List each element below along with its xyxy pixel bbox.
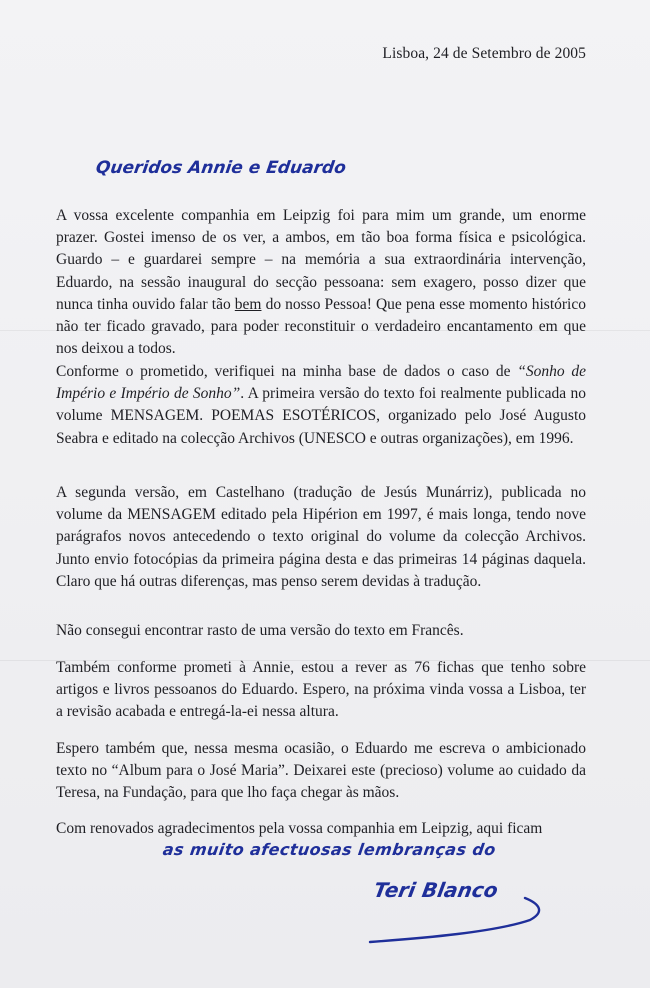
paragraph-2 — [56, 361, 586, 450]
paragraph-1-text-b: do nosso Pessoa! Que pena esse momento histórico não ter ficado gravado, para poder reconstituir o verdadeiro encantamento em que nos deixou a todos. — [56, 295, 586, 358]
paragraph-5-text: Também conforme prometi à Annie, estou a rever as 76 fichas que tenho sobre artigos e livros pessoanos do Eduardo. Espero, na próxima vinda vossa a Lisboa, ter a revisão acabada e entregá-la-ei nessa altura. — [56, 659, 586, 721]
paragraph-4 — [56, 620, 586, 642]
paragraph-7-text: Com renovados agradecimentos pela vossa companhia em Leipzig, aqui ficam — [56, 820, 543, 837]
work-title: “Sonho de Império e Império de Sonho” — [56, 363, 586, 403]
paragraph-2-text-b: . A primeira versão do texto foi realmente publicada no volume MENSAGEM. POEMAS ESOTÉRICOS, organizado pelo José Augusto Seabra e editado na colecção Archivos (UNESCO e outras organizações), em 1996. — [56, 385, 587, 447]
paragraph-1 — [56, 205, 586, 360]
letter-date: Lisboa, 24 de Setembro de 2005 — [382, 45, 586, 62]
paragraph-6-text: Espero também que, nessa mesma ocasião, o Eduardo me escreva o ambicionado texto no “Album para o José Maria”. Deixarei este (precioso) volume ao cuidado da Teresa, na Fundação, para que lho faça chegar às mãos. — [56, 740, 586, 802]
paragraph-6 — [56, 738, 586, 805]
paragraph-2-text-a: Conforme o prometido, verifiquei na minha base de dados o caso de — [56, 363, 518, 380]
underlined-word: bem — [234, 295, 262, 313]
signature-flourish — [355, 880, 555, 950]
paragraph-7 — [56, 818, 586, 840]
handwritten-closing: as muito afectuosas lembranças do — [161, 840, 498, 859]
paragraph-3 — [56, 482, 586, 593]
signature: Teri Blanco — [371, 878, 500, 902]
paragraph-1-text-a: A vossa excelente companhia em Leipzig foi para mim um grande, um enorme prazer. Gostei imenso de os ver, a ambos, em tão boa forma física e psicológica. Guardo – e guardarei sempre – na memória a sua extraordinária intervenção, Eduardo, na sessão inaugural do secção pessoana: sem exagero, posso dizer que nunca tinha ouvido falar tão — [56, 207, 586, 313]
paragraph-5 — [56, 657, 586, 724]
handwritten-salutation: Queridos Annie e Eduardo — [94, 158, 348, 178]
paragraph-4-text: Não consegui encontrar rasto de uma versão do texto em Francês. — [56, 622, 464, 639]
paragraph-3-text: A segunda versão, em Castelhano (tradução de Jesús Munárriz), publicada no volume da MENSAGEM editado pela Hipérion em 1997, é mais longa, tendo nove parágrafos novos antecedendo o texto original do volume da colecção Archivos. Junto envio fotocópias da primeira página desta e das primeiras 14 páginas daquela. Claro que há outras diferenças, mas penso serem devidas à tradução. — [56, 484, 586, 590]
